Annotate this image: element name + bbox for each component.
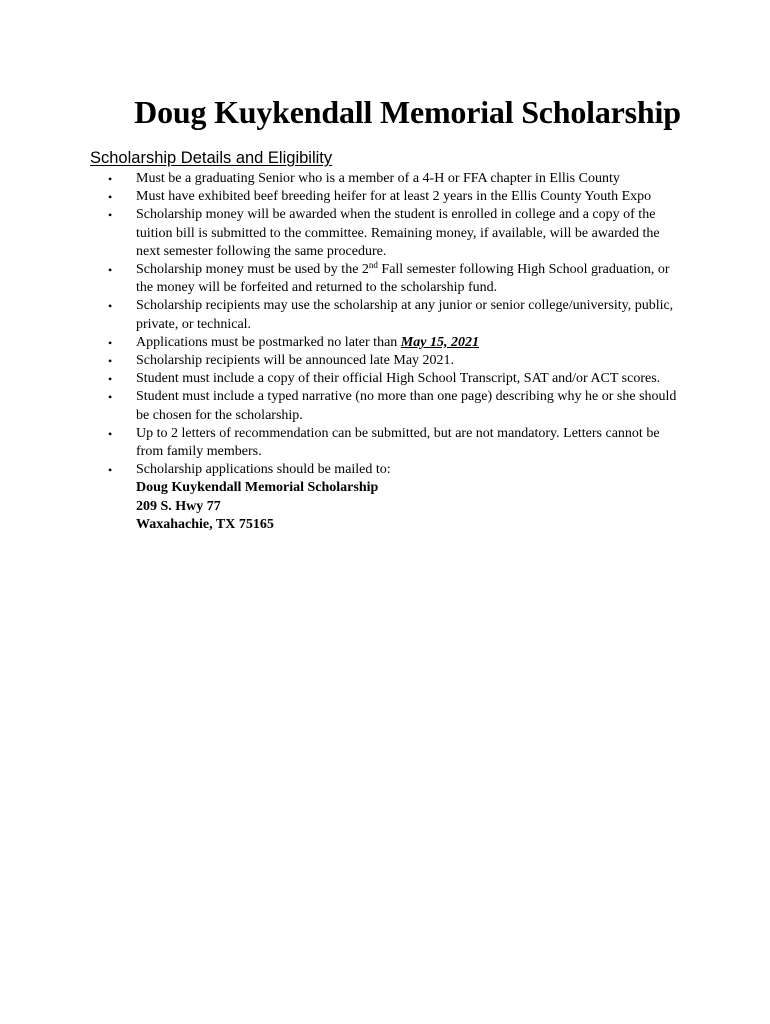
list-item — [108, 188, 680, 206]
document-title: Doug Kuykendall Memorial Scholarship — [134, 94, 681, 130]
list-item-text: Scholarship money will be awarded when the student is enrolled in college and a copy of the tuition bill is submitted to the committee. Remaining money, if available, will be awarded the next semester following the same procedure. — [136, 207, 660, 259]
bullet-icon: • — [108, 190, 113, 205]
list-item-text: Student must include a copy of their official High School Transcript, SAT and/or ACT scores. — [136, 371, 661, 387]
list-item-text: Student must include a typed narrative (no more than one page) describing why he or she should be chosen for the scholarship. — [136, 389, 677, 423]
list-item — [108, 261, 680, 297]
list-item — [108, 388, 680, 424]
bullet-icon: • — [108, 172, 113, 186]
list-item-text: Scholarship recipients will be announced late May 2021. — [136, 353, 455, 369]
list-item — [108, 206, 680, 261]
list-item-text-end: Fall semester following High School graduation, or the money will be forfeited and returned to the scholarship fund. — [136, 262, 670, 296]
mailing-address-city: Waxahachie, TX 75165 — [136, 516, 274, 532]
bullet-icon: • — [108, 354, 113, 369]
list-item-text: Up to 2 letters of recommendation can be submitted, but are not mandatory. Letters cannot be from family members. — [136, 425, 660, 460]
list-item — [108, 352, 680, 370]
list-item-text: Scholarship applications should be mailed to: — [136, 462, 391, 478]
bullet-icon: • — [108, 335, 113, 350]
list-item-text-start: Scholarship money must be used by the 2 — [136, 262, 369, 278]
list-item-text: Must be a graduating Senior who is a member of a 4-H or FFA chapter in Ellis County — [136, 171, 620, 186]
list-item — [108, 461, 680, 534]
list-item-text: Applications must be postmarked no later than — [136, 334, 401, 350]
bullet-icon: • — [108, 263, 113, 278]
bullet-icon: • — [108, 372, 113, 387]
mailing-address-name: Doug Kuykendall Memorial Scholarship — [136, 480, 379, 496]
bullet-icon: • — [108, 426, 113, 441]
list-item — [108, 334, 680, 352]
bullet-icon: • — [108, 463, 113, 478]
list-item-text: Must have exhibited beef breeding heifer for at least 2 years in the Ellis County Youth Expo — [136, 189, 652, 205]
list-item — [108, 425, 680, 461]
mailing-address-street: 209 S. Hwy 77 — [136, 498, 221, 514]
section-heading: Scholarship Details and Eligibility — [90, 149, 333, 167]
list-item — [108, 170, 680, 188]
list-item-text: Scholarship recipients may use the scholarship at any junior or senior college/university, public, private, or technical. — [136, 298, 674, 332]
list-item — [108, 297, 680, 333]
ordinal-superscript: nd — [368, 260, 378, 271]
application-deadline: May 15, 2021 — [400, 334, 479, 350]
list-item — [108, 370, 680, 388]
bullet-icon: • — [108, 299, 113, 314]
bullet-icon: • — [108, 208, 113, 223]
bullet-icon: • — [108, 390, 113, 405]
eligibility-list — [108, 170, 680, 534]
